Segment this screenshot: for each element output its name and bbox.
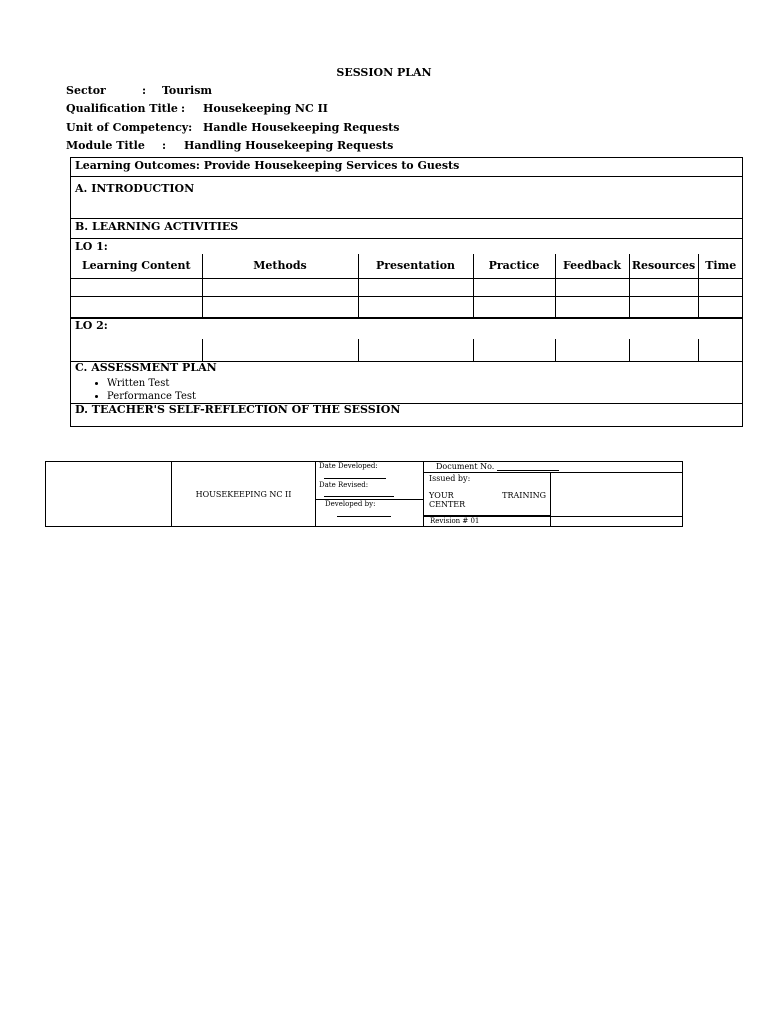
table-row [71,278,743,296]
document-title: SESSION PLAN [336,66,432,79]
date-revised-label: Date Revised: [319,481,369,489]
column-learning-content: Learning Content [71,254,202,278]
footer-blank-cell [551,517,683,527]
list-item: • Written Test [107,377,196,390]
table-cell [555,278,629,296]
document-number-cell [424,462,683,473]
footer-qualification: HOUSEKEEPING NC II [172,462,316,527]
center-word-training: TRAINING [502,491,546,500]
sector-separator: : [142,84,147,97]
table-cell [555,339,629,361]
assessment-list [91,377,196,403]
column-practice: Practice [473,254,555,278]
table-cell [473,339,555,361]
divider [71,318,742,319]
training-center-line2: CENTER [429,500,466,509]
table-cell [202,296,358,317]
table-cell [629,339,698,361]
table-cell [698,296,743,317]
issued-by-cell [424,473,551,516]
footer-logo-cell [46,462,172,527]
table-cell [698,278,743,296]
qualification-value: Housekeeping NC II [203,102,328,115]
section-introduction: A. INTRODUCTION [75,182,195,195]
developed-by-line [337,516,391,517]
unit-value: Handle Housekeeping Requests [203,121,400,134]
column-presentation: Presentation [358,254,473,278]
developed-by-label: Developed by: [325,500,376,508]
table-cell [71,339,202,361]
table-row [71,296,743,317]
column-feedback: Feedback [555,254,629,278]
table-cell [473,296,555,317]
column-methods: Methods [202,254,358,278]
lo1-activities-grid [71,254,743,318]
table-cell [71,296,202,317]
document-footer-table [45,461,683,527]
module-separator: : [162,139,167,152]
column-time: Time [698,254,743,278]
qualification-label: Qualification Title [66,102,178,115]
table-cell [629,278,698,296]
issued-by-label: Issued by: [429,474,471,483]
table-cell [555,296,629,317]
footer-blank-cell [551,473,683,517]
divider [71,238,742,239]
table-cell [71,278,202,296]
column-header-row [71,254,743,278]
module-value: Handling Housekeeping Requests [184,139,394,152]
section-assessment-plan: C. ASSESSMENT PLAN [75,361,217,374]
date-developed-label: Date Developed: [319,462,378,470]
session-plan-table [70,157,743,427]
module-label: Module Title [66,139,145,152]
divider [71,176,742,177]
table-cell [202,278,358,296]
center-word-your: YOUR [429,491,454,500]
table-row [71,339,743,361]
document-number-line [497,462,559,471]
training-center-line1 [429,491,546,500]
table-cell [358,278,473,296]
date-revised-line [324,496,394,497]
table-cell [202,339,358,361]
learning-outcomes: Learning Outcomes: Provide Housekeeping Services to Guests [75,159,460,172]
sector-label: Sector [66,84,106,97]
lo2-activities-grid [71,339,743,362]
list-item: • Performance Test [107,390,196,403]
section-learning-activities: B. LEARNING ACTIVITIES [75,220,239,233]
table-cell [473,278,555,296]
qualification-separator: : [181,102,186,115]
footer-dates-cell [316,462,424,527]
table-cell [629,296,698,317]
sector-value: Tourism [162,84,213,97]
lo2-label: LO 2: [75,319,108,332]
column-resources: Resources [629,254,698,278]
document-number-label: Document No. [436,462,495,471]
lo1-label: LO 1: [75,240,108,253]
revision-number: Revision # 01 [424,517,551,527]
unit-label: Unit of Competency: [66,121,193,134]
date-developed-line [324,478,386,479]
table-cell [358,296,473,317]
section-self-reflection: D. TEACHER'S SELF-REFLECTION OF THE SESSION [75,403,401,416]
divider [71,218,742,219]
table-cell [358,339,473,361]
table-cell [698,339,743,361]
